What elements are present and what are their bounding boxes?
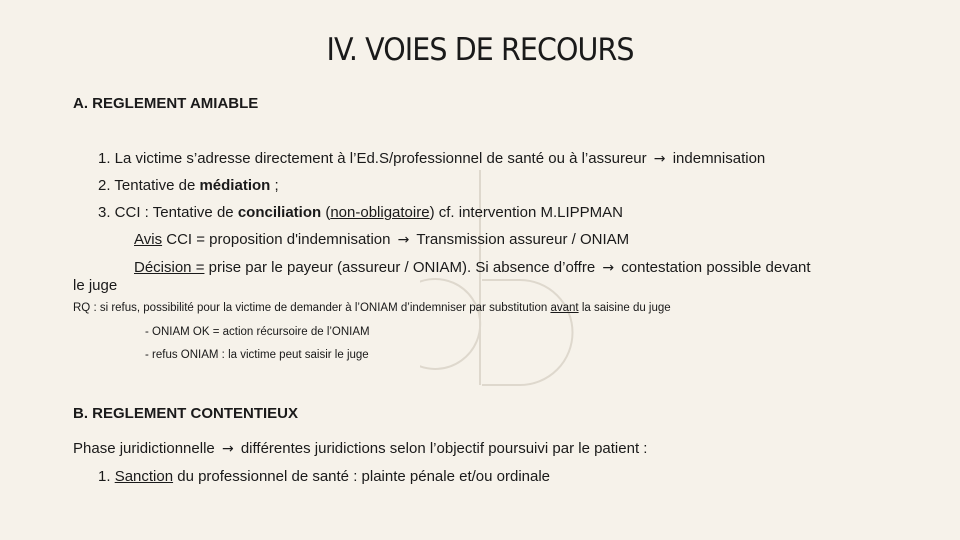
decision-text: prise par le payeur (assureur / ONIAM). Si absence d’offre bbox=[208, 259, 596, 276]
watermark-logo bbox=[420, 170, 590, 390]
decision-result: contestation possible devant bbox=[621, 259, 811, 276]
item-3-bold: conciliation bbox=[237, 204, 322, 221]
phase-line bbox=[73, 440, 647, 457]
decision-label: Décision = bbox=[134, 259, 205, 276]
avis-label: Avis bbox=[134, 231, 163, 248]
phase-result: différentes juridictions selon l’objectif poursuivi par le patient : bbox=[240, 440, 648, 457]
phase-text: Phase juridictionnelle bbox=[73, 440, 215, 457]
rq-suffix: la saisine du juge bbox=[581, 302, 671, 314]
decision-continuation: le juge bbox=[73, 277, 118, 294]
arrow-icon: → bbox=[397, 232, 410, 248]
section-b-item-1 bbox=[98, 468, 550, 485]
item-2-prefix: 2. Tentative de bbox=[98, 177, 196, 194]
section-a-heading: A. REGLEMENT AMIABLE bbox=[73, 95, 259, 112]
avis-text: CCI = proposition d'indemnisation bbox=[166, 231, 391, 248]
item-2-suffix: ; bbox=[274, 177, 279, 194]
item-3-prefix: 3. CCI : Tentative de bbox=[98, 204, 234, 221]
b-item-1-prefix: 1. bbox=[98, 468, 111, 485]
item-3-underlined: non-obligatoire bbox=[330, 204, 430, 221]
item-3-suffix: cf. intervention M.LIPPMAN bbox=[438, 204, 623, 221]
sub-item-1: - ONIAM OK = action récursoire de l’ONIAM bbox=[145, 326, 370, 338]
section-b-heading: B. REGLEMENT CONTENTIEUX bbox=[73, 405, 299, 422]
item-2-bold: médiation bbox=[199, 177, 271, 194]
avis-line bbox=[134, 231, 629, 248]
rq-underlined: avant bbox=[550, 302, 579, 314]
slide-title: IV. VOIES DE RECOURS bbox=[326, 32, 634, 68]
item-3-paren-close: ) bbox=[429, 204, 435, 221]
section-a-item-1 bbox=[98, 150, 765, 167]
b-item-1-underlined: Sanction bbox=[114, 468, 174, 485]
decision-line bbox=[134, 259, 811, 276]
item-1-result: indemnisation bbox=[672, 150, 766, 167]
item-1-text: 1. La victime s’adresse directement à l’Ed.S/professionnel de santé ou à l’assureur bbox=[98, 150, 647, 167]
section-a-item-3 bbox=[98, 204, 623, 221]
arrow-icon: → bbox=[602, 260, 615, 276]
avis-result: Transmission assureur / ONIAM bbox=[416, 231, 630, 248]
b-item-1-suffix: du professionnel de santé : plainte pénale et/ou ordinale bbox=[177, 468, 551, 485]
rq-text: RQ : si refus, possibilité pour la victime de demander à l’ONIAM d’indemniser par substitution bbox=[73, 302, 548, 314]
arrow-icon: → bbox=[221, 441, 234, 457]
section-a-item-2 bbox=[98, 177, 279, 194]
arrow-icon: → bbox=[653, 151, 666, 167]
sub-item-2: - refus ONIAM : la victime peut saisir le juge bbox=[145, 349, 369, 361]
rq-note bbox=[73, 302, 671, 314]
item-3-paren-open: ( bbox=[325, 204, 331, 221]
